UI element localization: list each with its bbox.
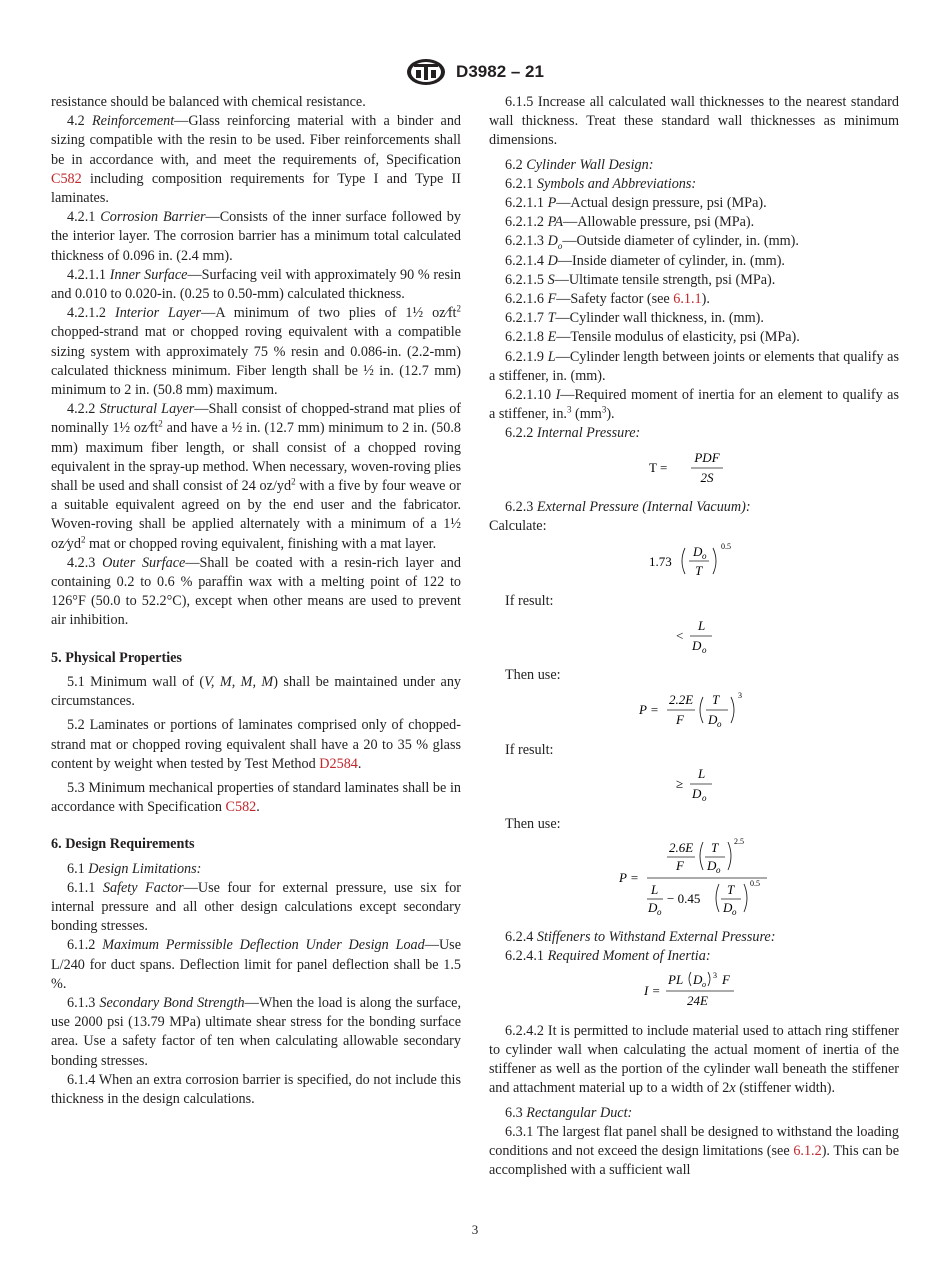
section-6-3: 6.3 Rectangular Duct: — [505, 1104, 633, 1121]
section-6-1-1: 6.1.1 Safety Factor—Use four for external pressure, use six for internal pressure and all other design calculations except secondary bonding stresses. — [51, 879, 462, 935]
svg-text:T: T — [695, 563, 703, 579]
equation-calc-ratio — [489, 540, 899, 588]
section-4-2-1-2: 4.2.1.2 Interior Layer—A minimum of two plies of 1½ $oz⁄ft^2$ chopped-strand mat or chopped roving equivalent with a compatible sizing system with approximately 75 % resin and 0.086-in. (2.2-mm) calculated thickness minimum. Fiber length shall be ½ in. (12.7 mm) minimum to 2 in. (50.8 mm) maximum. — [51, 303, 461, 399]
symbol-item: 6.2.1.2 PA—Allowable pressure, psi (MPa). — [505, 214, 755, 231]
svg-text:T: T — [712, 692, 720, 708]
svg-text:o: o — [702, 793, 707, 804]
svg-text:P =: P = — [639, 702, 659, 718]
svg-text:D: D — [707, 857, 717, 873]
svg-text:D: D — [693, 544, 703, 560]
svg-text:<: < — [676, 627, 684, 643]
section-6-2: 6.2 Cylinder Wall Design: — [505, 156, 654, 173]
svg-text:D: D — [648, 899, 658, 915]
svg-text:T =: T = — [649, 459, 668, 475]
equation-internal-pressure — [489, 448, 899, 494]
heading-physical-properties: 5. Physical Properties — [51, 649, 182, 666]
if-result-label: If result: — [505, 742, 554, 759]
left-column — [51, 93, 461, 1109]
section-6-1-5: 6.1.5 Increase all calculated wall thicknesses to the nearest standard wall thickness. Treat these standard wall thicknesses as minimum dimensions. — [489, 94, 899, 149]
link-6-1-2[interactable]: 6.1.2 — [793, 1142, 822, 1159]
svg-text:2.2E: 2.2E — [669, 692, 694, 708]
section-5-1: 5.1 Minimum wall of (V, M, M, M) shall be maintained under any circumstances. — [51, 673, 462, 710]
svg-text:o: o — [732, 906, 737, 917]
section-6-2-1: 6.2.1 Symbols and Abbreviations: — [505, 175, 697, 192]
then-use-label: Then use: — [505, 666, 561, 683]
symbol-item: 6.2.1.5 S—Ultimate tensile strength, psi (MPa). — [505, 271, 776, 288]
section-6-1: 6.1 Design Limitations: — [67, 860, 202, 877]
section-6-2-4: 6.2.4 Stiffeners to Withstand External Pressure: — [505, 929, 776, 946]
section-4-2-3: 4.2.3 Outer Surface—Shall be coated with a resin-rich layer and containing 0.2 to 0.6 % paraffin wax with a melting point of 122 to 126°F (50.0 to 52.2°C), except when other means are used to prevent air inhibition. — [51, 554, 461, 629]
equation-moment-of-inertia — [489, 971, 899, 1017]
heading-design-requirements: 6. Design Requirements — [51, 836, 195, 853]
svg-text:≥: ≥ — [676, 776, 684, 792]
link-c582-2[interactable]: C582 — [225, 799, 257, 816]
then-use-label: Then use: — [505, 815, 561, 832]
svg-text:o: o — [702, 979, 706, 989]
section-5-2: 5.2 Laminates or portions of laminates comprised only of chopped-strand mat or chopped roving equivalent shall have a 20 to 35 % glass content by weight when tested by Test Method D2584. — [51, 717, 461, 772]
section-6-2-4-2: 6.2.4.2 It is permitted to include material used to attach ring stiffener to cylinder wall when calculating the actual moment of inertia of the stiffener as well as the portion of the cylinder wall beneath the stiffener and attachment material up to a width of 2x (stiffener width). — [489, 1022, 899, 1097]
svg-text:D: D — [723, 899, 733, 915]
svg-text:T: T — [711, 839, 719, 855]
svg-text:F: F — [722, 971, 730, 987]
equation-pressure-2 — [489, 838, 899, 924]
equation-less-than — [489, 616, 899, 662]
section-6-3-1: 6.3.1 The largest flat panel shall be designed to withstand the loading conditions and not exceed the design limitations (see 6.1.2). This can be accomplished with a sufficient wall — [489, 1123, 899, 1179]
svg-text:0.5: 0.5 — [721, 542, 731, 552]
section-5-3: 5.3 Minimum mechanical properties of standard laminates shall be in accordance with Specification C582. — [51, 779, 461, 816]
calculate-label: Calculate: — [489, 518, 547, 535]
equation-greater-equal — [489, 764, 899, 810]
paragraph-continuation: resistance should be balanced with chemical resistance. — [51, 94, 366, 110]
section-6-2-3: 6.2.3 External Pressure (Internal Vacuum): — [505, 498, 751, 515]
astm-logo-icon — [406, 58, 446, 86]
svg-text:L: L — [698, 766, 706, 782]
section-6-1-2: 6.1.2 Maximum Permissible Deflection Under Design Load—Use L/240 for duct spans. Deflection limit for panel deflection shall be 1.5 %. — [51, 937, 462, 992]
section-4-2-1: 4.2.1 Corrosion Barrier—Consists of the inner surface followed by the interior layer. The corrosion barrier has a minimum total calculated thickness of 0.096 in. (2.4 mm). — [51, 209, 461, 264]
svg-text:F: F — [676, 857, 684, 873]
symbol-item: 6.2.1.8 E—Tensile modulus of elasticity, psi (MPa). — [505, 329, 800, 346]
svg-text:0.5: 0.5 — [750, 878, 760, 888]
section-6-1-4: 6.1.4 When an extra corrosion barrier is specified, do not include this thickness in the design calculations. — [51, 1071, 461, 1107]
page-number: 3 — [471, 1222, 479, 1237]
symbol-item: 6.2.1.9 L—Cylinder length between joints or elements that qualify as a stiffener, in. (mm). — [489, 348, 899, 384]
link-c582[interactable]: C582 — [51, 170, 82, 187]
link-6-1-1[interactable]: 6.1.1 — [673, 291, 702, 308]
symbol-item: 6.2.1.1 P—Actual design pressure, psi (MPa). — [505, 195, 767, 212]
svg-text:o: o — [657, 906, 662, 917]
equation-pressure-1 — [489, 689, 899, 737]
svg-text:PL: PL — [668, 971, 684, 987]
page-header — [0, 58, 950, 86]
svg-text:3: 3 — [738, 691, 742, 701]
svg-text:o: o — [702, 551, 707, 562]
symbol-item: 6.2.1.6 F—Safety factor (see 6.1.1). — [505, 291, 710, 308]
svg-text:D: D — [692, 786, 702, 802]
section-6-2-4-1: 6.2.4.1 Required Moment of Inertia: — [505, 948, 711, 965]
section-4-2: 4.2 Reinforcement—Glass reinforcing material with a binder and sizing compatible with the resin to be used. Fiber reinforcements shall be in accordance with, and meet the requirements of, Specification C582 including composition requirements for Type I and Type II laminates. — [51, 113, 462, 207]
svg-text:F: F — [676, 712, 684, 728]
section-6-1-3: 6.1.3 Secondary Bond Strength—When the load is along the surface, use 2000 psi (13.79 MPa) ultimate shear stress for the bonding surface area. Use a safety factor of ten when calculating allowable secondary bonding stresses. — [51, 994, 462, 1069]
svg-text:2S: 2S — [700, 469, 714, 485]
section-6-2-2: 6.2.2 Internal Pressure: — [505, 425, 641, 442]
svg-text:P =: P = — [619, 869, 639, 885]
svg-text:2.6E: 2.6E — [669, 839, 694, 855]
svg-text:D: D — [708, 712, 718, 728]
svg-text:T: T — [727, 881, 735, 897]
svg-text:3: 3 — [713, 970, 717, 980]
section-4-2-2: 4.2.2 Structural Layer—Shall consist of chopped-strand mat plies of nominally 1½ $oz⁄ft^2$ and have a ½ in. (12.7 mm) minimum to 2 in. (50.8 mm) maximum fiber length, or shall consist of a chopped roving equivalent in the spray-up method. When necessary, woven-roving plies shall be used and shall consist of 24 $oz/yd^2$ with a five by four weave or a suitable equivalent agreed on by the end user and the fabricator. Woven-roving shall be applied alternately with a minimum of a 1½ $oz⁄yd^2$ mat or chopped roving equivalent, finishing with a mat layer. — [51, 401, 462, 552]
svg-text:D: D — [693, 971, 703, 987]
link-d2584[interactable]: D2584 — [319, 755, 358, 772]
svg-text:o: o — [702, 644, 707, 655]
svg-text:2.5: 2.5 — [734, 836, 744, 846]
symbol-item: 6.2.1.7 T—Cylinder wall thickness, in. (mm). — [505, 310, 764, 327]
standard-designation: D3982 – 21 — [456, 62, 544, 81]
svg-text:L: L — [698, 617, 706, 633]
svg-text:L: L — [651, 881, 659, 897]
right-column — [489, 93, 899, 1180]
symbol-item: 6.2.1.3 $D_o—Outside$ diameter of cylinder, in. (mm). — [505, 233, 799, 252]
svg-text:PDF: PDF — [694, 449, 720, 465]
svg-text:o: o — [717, 719, 722, 730]
svg-text:1.73: 1.73 — [649, 554, 672, 570]
svg-text:I =: I = — [644, 982, 661, 998]
if-result-label: If result: — [505, 593, 554, 610]
svg-text:− 0.45: − 0.45 — [667, 890, 701, 906]
svg-text:D: D — [692, 637, 702, 653]
svg-text:o: o — [716, 864, 721, 875]
symbol-item: 6.2.1.10 I—Required moment of inertia for an element to qualify as a stiffener, in.$^3$ $(mm^3)$. — [489, 387, 899, 423]
symbol-item: 6.2.1.4 D—Inside diameter of cylinder, in. (mm). — [505, 252, 785, 269]
svg-text:24E: 24E — [687, 992, 708, 1008]
section-4-2-1-1: 4.2.1.1 Inner Surface—Surfacing veil with approximately 90 % resin and 0.010 to 0.020-in. (0.25 to 0.50-mm) calculated thickness. — [51, 266, 462, 303]
